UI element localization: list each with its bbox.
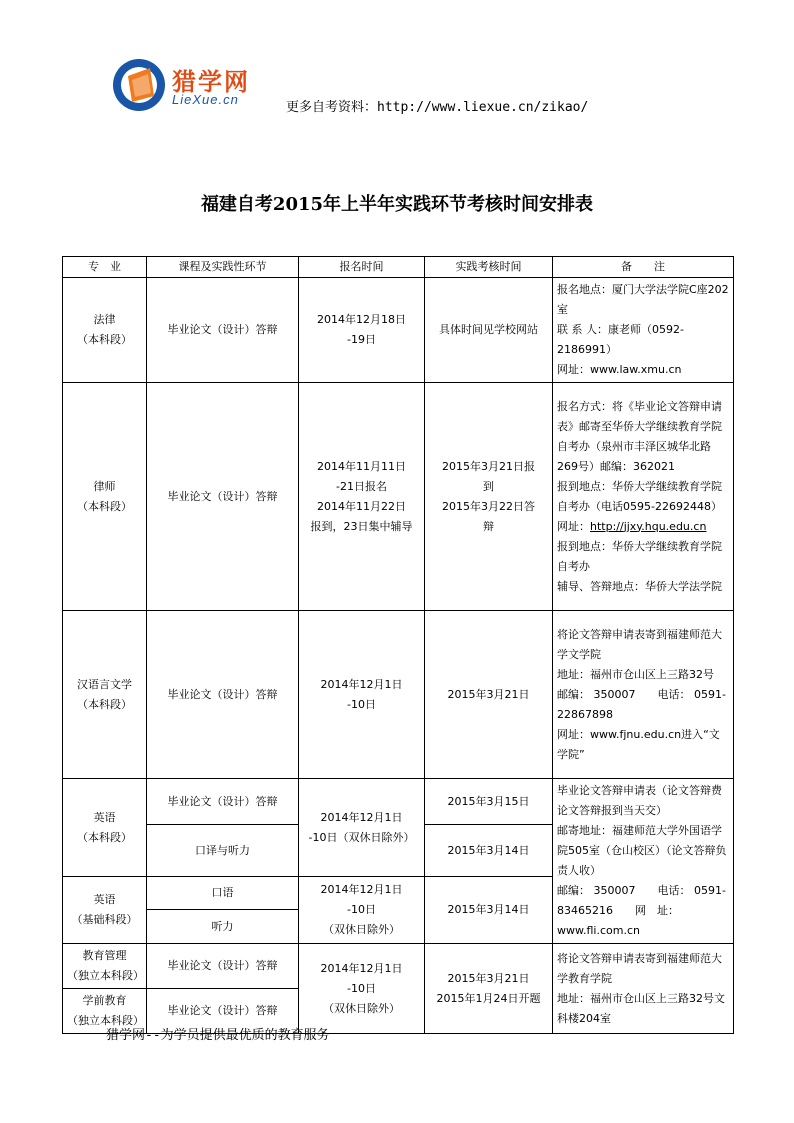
major-cell: 英语 （本科段） xyxy=(63,779,147,877)
logo-english-name: LieXue.cn xyxy=(172,92,239,107)
liexue-logo-icon xyxy=(110,56,168,114)
remark-cell: 报名地点：厦门大学法学院C座202室 联 系 人：康老师（0592-2186991） 网址：www.law.xmu.cn xyxy=(553,278,734,383)
exam-cell: 具体时间见学校网站 xyxy=(425,278,553,383)
course-cell: 口译与听力 xyxy=(147,825,299,877)
header-signup: 报名时间 xyxy=(299,257,425,278)
signup-cell: 2014年12月1日 -10日 xyxy=(299,611,425,779)
header-resource-note: 更多自考资料：http://www.liexue.cn/zikao/ xyxy=(286,100,589,115)
header-major: 专 业 xyxy=(63,257,147,278)
schedule-table xyxy=(62,256,734,1034)
logo-chinese-name: 猎学网 xyxy=(172,68,250,96)
signup-cell: 2014年12月18日 -19日 xyxy=(299,278,425,383)
major-cell: 汉语言文学 （本科段） xyxy=(63,611,147,779)
major-cell: 法律 （本科段） xyxy=(63,278,147,383)
course-cell: 毕业论文（设计）答辩 xyxy=(147,611,299,779)
hqu-link[interactable]: http://jjxy.hqu.edu.cn xyxy=(590,519,707,533)
remark-cell: 毕业论文答辩申请表（论文答辩费论文答辩报到当天交） 邮寄地址：福建师范大学外国语学院505室（仓山校区）（论文答辩负责人收） 邮编： 350007 电话： 0591-83465216 网 址： www.fli.com.cn xyxy=(553,779,734,944)
table-row xyxy=(63,779,734,825)
signup-cell: 2014年12月1日 -10日 （双休日除外） xyxy=(299,877,425,944)
signup-cell: 2014年12月1日 -10日 （双休日除外） xyxy=(299,944,425,1034)
remark-cell: 将论文答辩申请表寄到福建师范大学教育学院 地址：福州市仓山区上三路32号文科楼204室 xyxy=(553,944,734,1034)
exam-cell: 2015年3月21日报 到 2015年3月22日答 辩 xyxy=(425,383,553,611)
course-cell: 听力 xyxy=(147,910,299,944)
course-cell: 毕业论文（设计）答辩 xyxy=(147,944,299,989)
table-row xyxy=(63,383,734,611)
exam-cell: 2015年3月14日 xyxy=(425,877,553,944)
exam-cell: 2015年3月21日 2015年1月24日开题 xyxy=(425,944,553,1034)
course-cell: 口语 xyxy=(147,877,299,910)
exam-cell: 2015年3月14日 xyxy=(425,825,553,877)
major-cell: 教育管理 （独立本科段） xyxy=(63,944,147,989)
header-remark: 备 注 xyxy=(553,257,734,278)
major-cell: 律师 （本科段） xyxy=(63,383,147,611)
table-row xyxy=(63,611,734,779)
major-cell: 学前教育 （独立本科段） xyxy=(63,989,147,1034)
page-header xyxy=(0,0,794,130)
footer-slogan: 猎学网--为学员提供最优质的教育服务 xyxy=(106,1028,330,1043)
course-cell: 毕业论文（设计）答辩 xyxy=(147,383,299,611)
course-cell: 毕业论文（设计）答辩 xyxy=(147,989,299,1034)
signup-cell: 2014年12月1日 -10日（双休日除外） xyxy=(299,779,425,877)
table-row xyxy=(63,278,734,383)
table-header-row xyxy=(63,257,734,278)
remark-cell: 报名方式：将《毕业论文答辩申请表》邮寄至华侨大学继续教育学院自考办（泉州市丰泽区城华北路269号）邮编：362021 报到地点：华侨大学继续教育学院自考办（电话0595-22692448） 网址：http://jjxy.hqu.edu.cn 报到地点：华侨大学继续教育学院自考办 辅导、答辩地点：华侨大学法学院 xyxy=(553,383,734,611)
major-cell: 英语 （基础科段） xyxy=(63,877,147,944)
header-exam: 实践考核时间 xyxy=(425,257,553,278)
signup-cell: 2014年11月11日 -21日报名 2014年11月22日 报到，23日集中辅导 xyxy=(299,383,425,611)
table-row xyxy=(63,944,734,989)
course-cell: 毕业论文（设计）答辩 xyxy=(147,779,299,825)
exam-cell: 2015年3月15日 xyxy=(425,779,553,825)
page-title: 福建自考2015年上半年实践环节考核时间安排表 xyxy=(200,194,594,215)
header-course: 课程及实践性环节 xyxy=(147,257,299,278)
remark-cell: 将论文答辩申请表寄到福建师范大学文学院 地址：福州市仓山区上三路32号 邮编： 350007 电话： 0591-22867898 网址：www.fjnu.edu.cn进入“文学院” xyxy=(553,611,734,779)
course-cell: 毕业论文（设计）答辩 xyxy=(147,278,299,383)
exam-cell: 2015年3月21日 xyxy=(425,611,553,779)
